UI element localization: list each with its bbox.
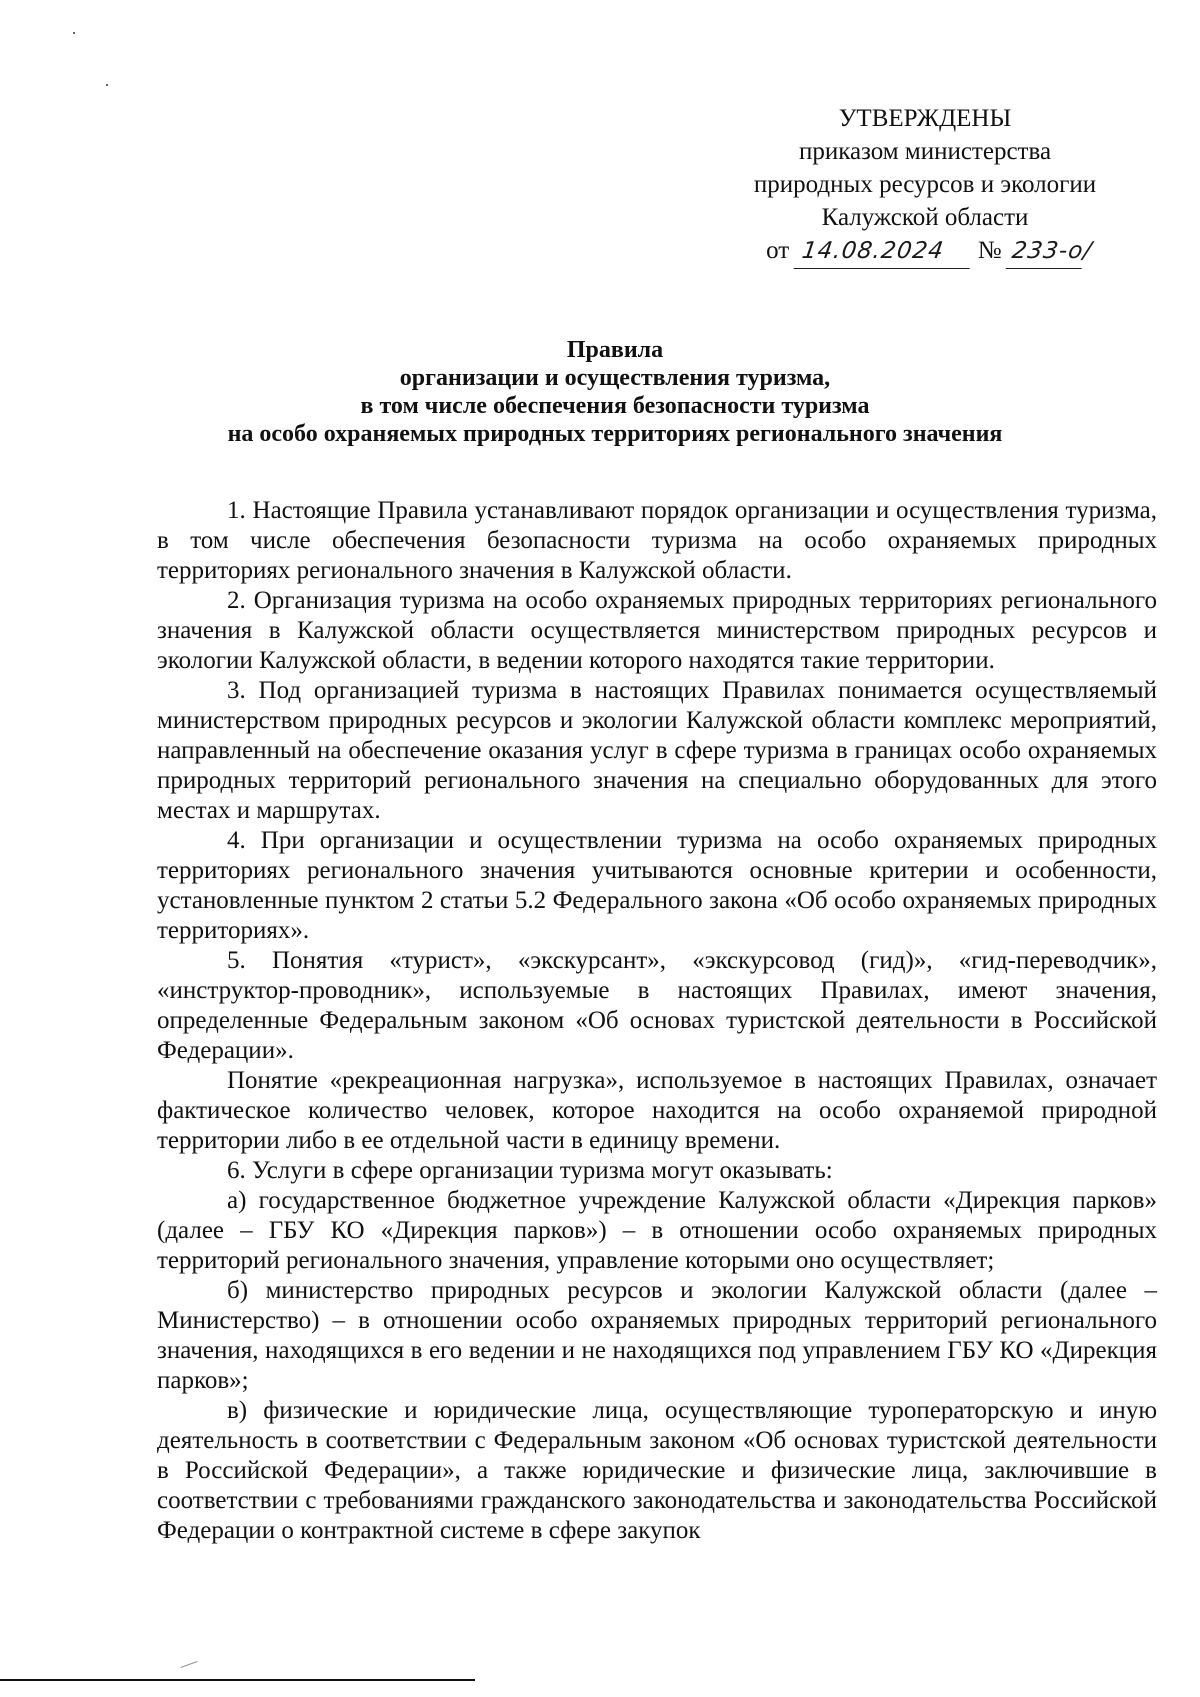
paragraph-6b: б) министерство природных ресурсов и экологии Калужской области (далее – Министерство) – в отношении особо охраняемых природных территорий регионального значения, находящихся в его ведении и не находящихся под управлением ГБУ КО «Дирекция парков»;	[157, 1277, 1157, 1394]
paragraph-1: 1. Настоящие Правила устанавливают порядок организации и осуществления туризма, в том числе обеспечения безопасности туризма на особо охраняемых природных территориях регионального значения в Калужской области.	[157, 497, 1157, 584]
approval-heading: УТВЕРЖДЕНЫ	[838, 105, 1012, 132]
document-title	[150, 336, 1080, 448]
paragraph-4: 4. При организации и осуществлении туризма на особо охраняемых природных территориях регионального значения учитываются основные критерии и особенности, установленные пунктом 2 статьи 5.2 Федерального закона «Об особо охраняемых природных территориях».	[157, 827, 1157, 944]
date-prefix: от	[766, 237, 790, 264]
approval-line: приказом министерства	[798, 138, 1052, 165]
number-prefix: №	[977, 237, 1002, 264]
paragraph-6a: а) государственное бюджетное учреждение Калужской области «Дирекция парков» (далее – ГБУ КО «Дирекция парков») – в отношении особо охраняемых природных территорий регионального значения, управление которыми оно осуществляет;	[157, 1187, 1157, 1274]
handwritten-number: 233-о/	[1005, 235, 1086, 269]
title-line: на особо охраняемых природных территориях регионального значения	[227, 421, 1003, 447]
paragraph-5-definition: Понятие «рекреационная нагрузка», используемое в настоящих Правилах, означает фактическое количество человек, которое находится на особо охраняемой природной территории либо в ее отдельной части в единицу времени.	[157, 1067, 1157, 1154]
approval-line: природных ресурсов и экологии	[753, 171, 1097, 198]
paragraph-5: 5. Понятия «турист», «экскурсант», «экскурсовод (гид)», «гид-переводчик», «инструктор-проводник», используемые в настоящих Правилах, имеют значения, определенные Федеральным законом «Об основах туристской деятельности в Российской Федерации».	[157, 947, 1157, 1064]
approval-line: Калужской области	[821, 204, 1029, 231]
scan-speck	[106, 84, 108, 86]
paragraph-2: 2. Организация туризма на особо охраняемых природных территориях регионального значения в Калужской области осуществляется министерством природных ресурсов и экологии Калужской области, в ведении которого находятся такие территории.	[157, 587, 1157, 674]
title-line: в том числе обеспечения безопасности туризма	[360, 393, 870, 419]
title-line: организации и осуществления туризма,	[399, 365, 831, 391]
title-line: Правила	[566, 337, 664, 363]
paragraph-6v: в) физические и юридические лица, осуществляющие туроператорскую и иную деятельность в соответствии с Федеральным законом «Об основах туристской деятельности в Российской Федерации», а также юридические и физические лица, заключившие в соответствии с требованиями гражданского законодательства и законодательства Российской Федерации о контрактной системе в сфере закупок	[157, 1397, 1157, 1544]
approval-date-number-line	[700, 234, 1150, 269]
scan-artifact	[180, 1661, 197, 1668]
handwritten-date: 14.08.2024	[793, 235, 974, 269]
approval-stamp-block	[700, 102, 1150, 269]
footnote-separator-line	[0, 1679, 475, 1681]
scan-speck	[73, 32, 75, 34]
document-body	[157, 496, 1157, 1546]
paragraph-6: 6. Услуги в сфере организации туризма могут оказывать:	[227, 1157, 833, 1184]
paragraph-3: 3. Под организацией туризма в настоящих Правилах понимается осуществляемый министерством природных ресурсов и экологии Калужской области комплекс мероприятий, направленный на обеспечение оказания услуг в сфере туризма в границах особо охраняемых природных территорий регионального значения на специально оборудованных для этого местах и маршрутах.	[157, 677, 1157, 824]
